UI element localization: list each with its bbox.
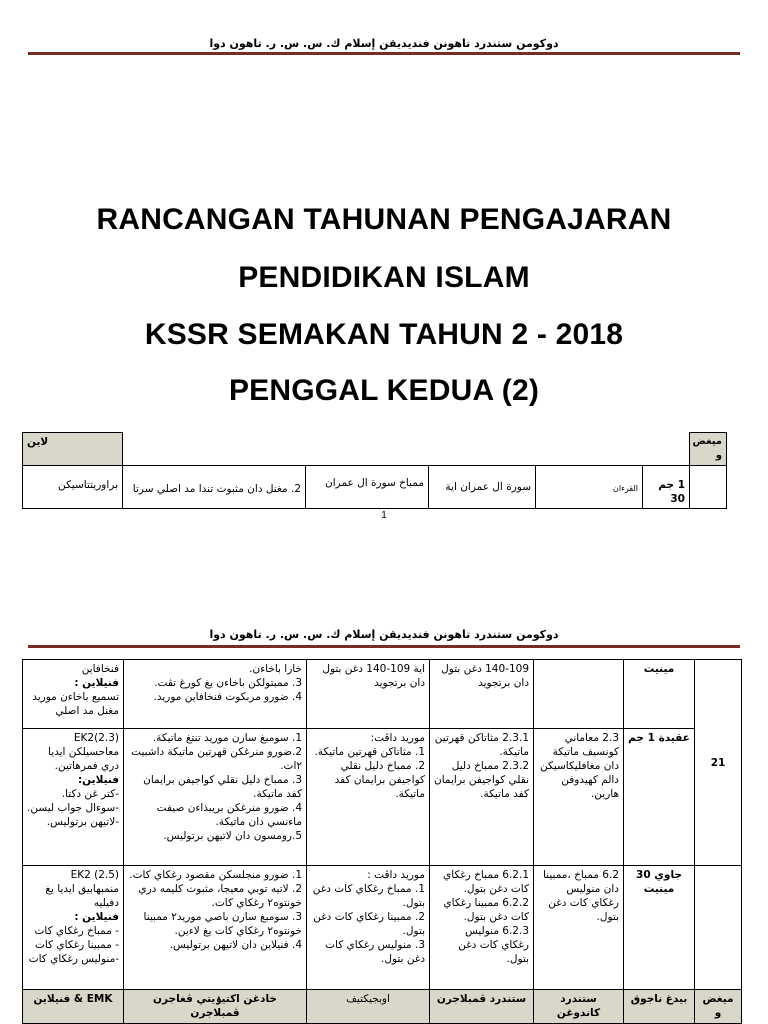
- page-header: دوكومن ستندرد تاهونن فنديديقن إسلام ك. س. س. ر. تاهون دوا: [209, 37, 559, 50]
- sp-cell: 140-109 دغن بتول دان برتجويد: [430, 660, 534, 729]
- sk-cell: [534, 660, 624, 729]
- bidang-cell: عقيدة 1 جم: [624, 729, 695, 866]
- emk-cell: فنخافاين فنيلاين : تسميع باخاءن موريد مغنل مد اصلي: [23, 660, 124, 729]
- page1-table: [22, 432, 727, 509]
- aktiviti-cell: 1. ضورو منجلسكن مقصود رغكاي كات. 2. لاتيه توبي معيجا، مثبوت كليمه دري خونتوه٢ رغكاي كات. 3. سومبغ سارن باصي موريد٢ ممبينا خونتوه٢ رغكاي كات يغ لاءين. 4. فنيلاين دان لاتيهن برتوليس.: [124, 866, 307, 990]
- header-emk: EMK & فنيلاين: [23, 990, 124, 1024]
- row-minggu: 1 جم 30: [643, 466, 690, 509]
- table-header-row: [23, 990, 742, 1024]
- row-objektif: 2. مغنل دان مثبوت تندا مد اصلي سرتا: [123, 466, 306, 509]
- header-cell-last: لاين: [23, 433, 123, 466]
- table-row: [23, 866, 742, 990]
- sp-cell: 6.2.1 ممباخ رغكاي كات دغن بتول. 6.2.2 ممبينا رغكاي كات دغن بتول. 6.2.3 منوليس رغكاي كات دغن بتول.: [430, 866, 534, 990]
- table-row: [23, 729, 742, 866]
- emk-cell: EK2(2.3) معاحسيلكن ايديا دري فمرهاتين. فنيلاين: -كتر غن دكتا. -سوءال جواب ليسن. -لاتيهن برتوليس.: [23, 729, 124, 866]
- bidang-cell: جاوي 30 مينيت: [624, 866, 695, 990]
- page2-header-rule: [28, 645, 740, 648]
- page2-header: دوكومن ستندرد تاهونن فنديديقن إسلام ك. س. س. ر. تاهون دوا: [209, 628, 559, 641]
- row-bidang: القرءان: [536, 466, 643, 509]
- header-minggu: ميغض و: [695, 990, 742, 1024]
- sk-cell: 2.3 معاماني كونسيف ماتيكة دان مغافليكاسيكن دالم كهيدوفن هارين.: [534, 729, 624, 866]
- page-number: 1: [381, 510, 387, 521]
- objektif-cell: اية 109-140 دغن بتول دان برتجويد: [307, 660, 430, 729]
- header-sp: ستندرد ڤمبلاجرن: [430, 990, 534, 1024]
- header-cell-minggu: ميغض و: [690, 433, 727, 466]
- title-line-1: RANCANGAN TAHUNAN PENGAJARAN: [96, 203, 672, 236]
- title-line-2: PENDIDIKAN ISLAM: [238, 261, 530, 294]
- header-aktiviti: خادغن اكتيۏيتي ڤغاجرن ڤمبلاجرن: [124, 990, 307, 1024]
- objektif-cell: موريد داڤت : 1. ممباخ رغكاي كات دغن بتول. 2. ممبينا رغكاي كات دغن بتول. 3. منوليس رغكاي كات دغن بتول.: [307, 866, 430, 990]
- header-objektif: اوبجيكتيف: [307, 990, 430, 1024]
- objektif-cell: موريد داڤت: 1. مثاتاكن قهرتين ماتيكة. 2. ممباخ دليل نقلي كواجيفن برايمان كفد ماتيكة.: [307, 729, 430, 866]
- header-bidang: بيدغ ناجوق: [624, 990, 695, 1024]
- title-line-4: PENGGAL KEDUA (2): [228, 374, 540, 407]
- aktiviti-cell: خارا باخاءن. 3. ممبتولكن باخاءن يغ كورغ تڤت. 4. ضورو مربكوت فنخافاين موريد.: [124, 660, 307, 729]
- page2-table: [22, 659, 742, 1024]
- table-row: [23, 660, 742, 729]
- sp-cell: 2.3.1 مثاتاكن قهرتين ماتيكة. 2.3.2 ممباخ دليل نقلي كواجيفن برايمان كفد ماتيكة.: [430, 729, 534, 866]
- header-rule: [28, 52, 740, 55]
- sk-cell: 6.2 ممباخ ،ممبينا دان منوليس رغكاي كات دغن بتول.: [534, 866, 624, 990]
- header-sk: ستندرد كاندوغن: [534, 990, 624, 1024]
- row-sk: سورة ال عمران اية: [429, 466, 536, 509]
- emk-cell: EK2 (2.5) منمبهابيق ايديا يغ دفيليه فنيلاين : - ممباخ رغكاي كات - ممبينا رغكاي كات -منوليس رغكاي كات: [23, 866, 124, 990]
- title-line-3: KSSR SEMAKAN TAHUN 2 - 2018: [144, 318, 624, 351]
- bidang-cell: مينيت: [624, 660, 695, 729]
- minggu-cell: 21: [695, 660, 742, 866]
- aktiviti-cell: 1. سومبغ سارن موريد تنتغ ماتيكة. 2.ضورو منرغكن قهرتين ماتيكة داشبيت ٢ات. 3. ممباخ دليل نقلي كواجيفن برايمان كفد ماتيكة. 4. ضورو منرغكن بريبذاءن صيفت ماءنسي دان ماتيكة. 5.رومسون دان لاتيهن برتوليس.: [124, 729, 307, 866]
- row-sp: ممباخ سورة ال عمران: [306, 466, 429, 509]
- row-emk: براوريتتاسيكن: [23, 466, 123, 509]
